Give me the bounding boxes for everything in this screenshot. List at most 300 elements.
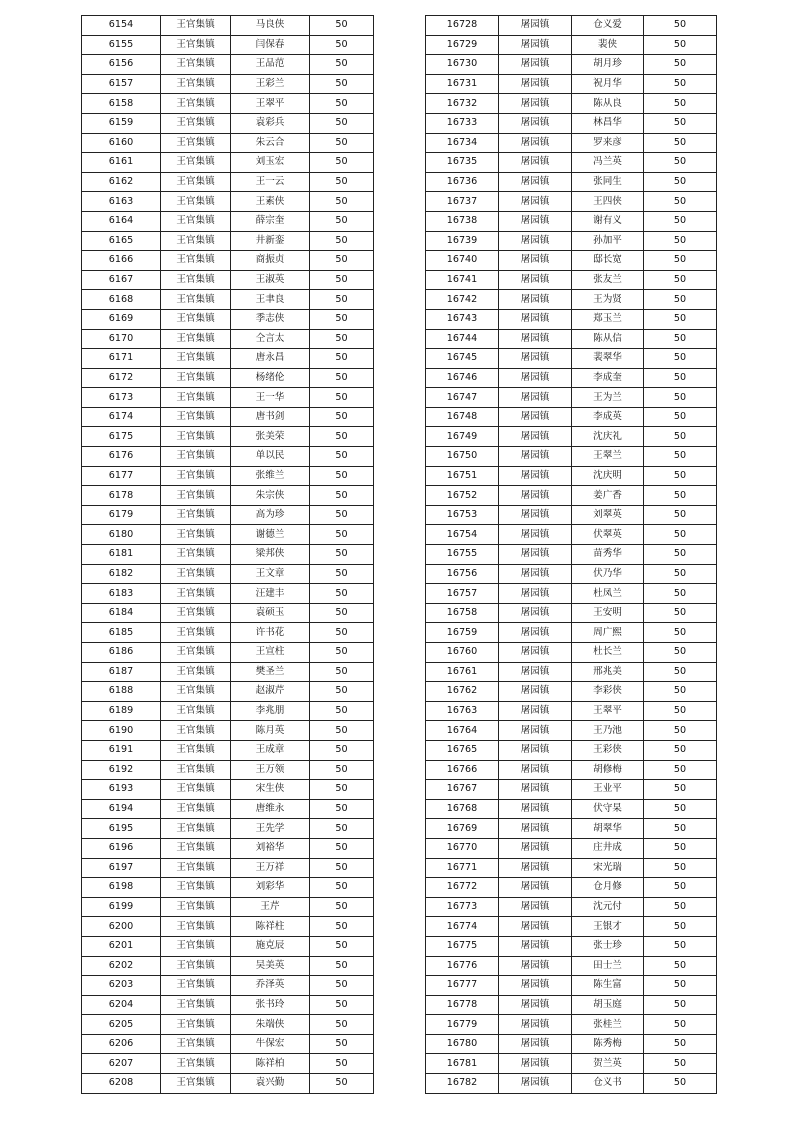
table-row [426, 1074, 717, 1094]
serial-number-cell: 6154 [82, 16, 161, 36]
amount-cell: 50 [310, 309, 374, 329]
town-cell: 屠园镇 [499, 917, 572, 937]
serial-number-cell: 16779 [426, 1015, 499, 1035]
amount-cell: 50 [644, 35, 717, 55]
town-cell: 王官集镇 [161, 94, 231, 114]
amount-cell: 50 [310, 466, 374, 486]
town-cell: 王官集镇 [161, 113, 231, 133]
table-row [426, 172, 717, 192]
town-cell: 王官集镇 [161, 133, 231, 153]
amount-cell: 50 [310, 564, 374, 584]
town-cell: 王官集镇 [161, 603, 231, 623]
table-row [82, 525, 374, 545]
serial-number-cell: 16737 [426, 192, 499, 212]
serial-number-cell: 6183 [82, 584, 161, 604]
table-row [82, 780, 374, 800]
amount-cell: 50 [644, 329, 717, 349]
town-cell: 王官集镇 [161, 819, 231, 839]
serial-number-cell: 6206 [82, 1034, 161, 1054]
name-cell: 许书花 [231, 623, 310, 643]
table-row [82, 1034, 374, 1054]
serial-number-cell: 6197 [82, 858, 161, 878]
name-cell: 王淑英 [231, 270, 310, 290]
town-cell: 屠园镇 [499, 564, 572, 584]
name-cell: 张友兰 [572, 270, 644, 290]
town-cell: 王官集镇 [161, 878, 231, 898]
table-row [426, 1015, 717, 1035]
amount-cell: 50 [310, 995, 374, 1015]
name-cell: 井新銮 [231, 231, 310, 251]
name-cell: 陈月英 [231, 721, 310, 741]
table-row [426, 74, 717, 94]
amount-cell: 50 [644, 643, 717, 663]
name-cell: 张维兰 [231, 466, 310, 486]
name-cell: 陈祥柱 [231, 917, 310, 937]
name-cell: 张桂兰 [572, 1015, 644, 1035]
serial-number-cell: 16750 [426, 447, 499, 467]
name-cell: 商振贞 [231, 251, 310, 271]
table-row [82, 211, 374, 231]
town-cell: 屠园镇 [499, 270, 572, 290]
name-cell: 袁硕玉 [231, 603, 310, 623]
amount-cell: 50 [644, 407, 717, 427]
serial-number-cell: 6179 [82, 505, 161, 525]
table-row [426, 878, 717, 898]
amount-cell: 50 [310, 447, 374, 467]
amount-cell: 50 [310, 525, 374, 545]
town-cell: 王官集镇 [161, 662, 231, 682]
name-cell: 陈从良 [572, 94, 644, 114]
name-cell: 王翠兰 [572, 447, 644, 467]
name-cell: 王万领 [231, 760, 310, 780]
serial-number-cell: 6169 [82, 309, 161, 329]
table-row [82, 192, 374, 212]
amount-cell: 50 [310, 936, 374, 956]
name-cell: 沈庆礼 [572, 427, 644, 447]
amount-cell: 50 [310, 35, 374, 55]
serial-number-cell: 16763 [426, 701, 499, 721]
table-row [82, 995, 374, 1015]
amount-cell: 50 [310, 1015, 374, 1035]
table-row [82, 1015, 374, 1035]
town-cell: 屠园镇 [499, 838, 572, 858]
table-row [426, 740, 717, 760]
serial-number-cell: 16743 [426, 309, 499, 329]
name-cell: 王先学 [231, 819, 310, 839]
town-cell: 王官集镇 [161, 525, 231, 545]
amount-cell: 50 [310, 251, 374, 271]
table-row [82, 35, 374, 55]
table-row [426, 447, 717, 467]
amount-cell: 50 [644, 192, 717, 212]
town-cell: 王官集镇 [161, 936, 231, 956]
name-cell: 刘玉宏 [231, 153, 310, 173]
name-cell: 吴美英 [231, 956, 310, 976]
name-cell: 王彩兰 [231, 74, 310, 94]
amount-cell: 50 [310, 427, 374, 447]
name-cell: 马良侠 [231, 16, 310, 36]
table-row [82, 956, 374, 976]
amount-cell: 50 [644, 1034, 717, 1054]
town-cell: 屠园镇 [499, 525, 572, 545]
serial-number-cell: 6208 [82, 1074, 161, 1094]
name-cell: 闫保春 [231, 35, 310, 55]
amount-cell: 50 [644, 701, 717, 721]
serial-number-cell: 16735 [426, 153, 499, 173]
table-row [82, 113, 374, 133]
table-row [82, 682, 374, 702]
town-cell: 屠园镇 [499, 309, 572, 329]
town-cell: 屠园镇 [499, 584, 572, 604]
table-row [82, 1074, 374, 1094]
serial-number-cell: 6167 [82, 270, 161, 290]
serial-number-cell: 6161 [82, 153, 161, 173]
serial-number-cell: 16773 [426, 897, 499, 917]
serial-number-cell: 16758 [426, 603, 499, 623]
name-cell: 王聿良 [231, 290, 310, 310]
table-row [82, 16, 374, 36]
amount-cell: 50 [644, 368, 717, 388]
table-row [82, 878, 374, 898]
amount-cell: 50 [310, 976, 374, 996]
amount-cell: 50 [644, 564, 717, 584]
town-cell: 王官集镇 [161, 780, 231, 800]
town-cell: 屠园镇 [499, 466, 572, 486]
serial-number-cell: 16748 [426, 407, 499, 427]
amount-cell: 50 [644, 682, 717, 702]
name-cell: 沈元付 [572, 897, 644, 917]
serial-number-cell: 6187 [82, 662, 161, 682]
serial-number-cell: 6174 [82, 407, 161, 427]
amount-cell: 50 [644, 113, 717, 133]
amount-cell: 50 [644, 1015, 717, 1035]
name-cell: 王翠平 [572, 701, 644, 721]
table-row [82, 309, 374, 329]
amount-cell: 50 [310, 153, 374, 173]
serial-number-cell: 16776 [426, 956, 499, 976]
name-cell: 施克辰 [231, 936, 310, 956]
serial-number-cell: 16745 [426, 349, 499, 369]
town-cell: 屠园镇 [499, 760, 572, 780]
amount-cell: 50 [644, 172, 717, 192]
serial-number-cell: 6200 [82, 917, 161, 937]
table-row [426, 270, 717, 290]
amount-cell: 50 [310, 94, 374, 114]
town-cell: 王官集镇 [161, 760, 231, 780]
table-row [82, 721, 374, 741]
name-cell: 王一华 [231, 388, 310, 408]
amount-cell: 50 [310, 231, 374, 251]
town-cell: 屠园镇 [499, 447, 572, 467]
amount-cell: 50 [310, 603, 374, 623]
town-cell: 王官集镇 [161, 1074, 231, 1094]
name-cell: 胡玉庭 [572, 995, 644, 1015]
amount-cell: 50 [644, 153, 717, 173]
name-cell: 陈秀梅 [572, 1034, 644, 1054]
town-cell: 屠园镇 [499, 819, 572, 839]
amount-cell: 50 [310, 1034, 374, 1054]
amount-cell: 50 [310, 721, 374, 741]
town-cell: 王官集镇 [161, 956, 231, 976]
table-row [82, 466, 374, 486]
name-cell: 赵淑芹 [231, 682, 310, 702]
name-cell: 刘翠英 [572, 505, 644, 525]
name-cell: 王宣柱 [231, 643, 310, 663]
name-cell: 伏乃华 [572, 564, 644, 584]
serial-number-cell: 16757 [426, 584, 499, 604]
right-table [425, 15, 717, 1094]
town-cell: 王官集镇 [161, 643, 231, 663]
serial-number-cell: 16759 [426, 623, 499, 643]
name-cell: 陈祥柏 [231, 1054, 310, 1074]
serial-number-cell: 6180 [82, 525, 161, 545]
table-row [82, 74, 374, 94]
table-row [426, 309, 717, 329]
town-cell: 屠园镇 [499, 1015, 572, 1035]
amount-cell: 50 [310, 388, 374, 408]
table-row [82, 897, 374, 917]
serial-number-cell: 6186 [82, 643, 161, 663]
amount-cell: 50 [644, 878, 717, 898]
name-cell: 王为兰 [572, 388, 644, 408]
town-cell: 王官集镇 [161, 976, 231, 996]
name-cell: 唐维永 [231, 799, 310, 819]
name-cell: 冯兰英 [572, 153, 644, 173]
amount-cell: 50 [310, 133, 374, 153]
serial-number-cell: 6196 [82, 838, 161, 858]
table-row [426, 466, 717, 486]
serial-number-cell: 6163 [82, 192, 161, 212]
table-row [82, 388, 374, 408]
town-cell: 王官集镇 [161, 153, 231, 173]
name-cell: 杜长兰 [572, 643, 644, 663]
table-row [426, 564, 717, 584]
town-cell: 屠园镇 [499, 1034, 572, 1054]
town-cell: 王官集镇 [161, 388, 231, 408]
serial-number-cell: 6162 [82, 172, 161, 192]
table-row [82, 623, 374, 643]
name-cell: 朱云合 [231, 133, 310, 153]
serial-number-cell: 6176 [82, 447, 161, 467]
amount-cell: 50 [644, 917, 717, 937]
table-row [82, 486, 374, 506]
name-cell: 王四侠 [572, 192, 644, 212]
table-row [426, 662, 717, 682]
serial-number-cell: 16778 [426, 995, 499, 1015]
name-cell: 胡翠华 [572, 819, 644, 839]
serial-number-cell: 16762 [426, 682, 499, 702]
table-row [426, 505, 717, 525]
town-cell: 王官集镇 [161, 701, 231, 721]
name-cell: 樊圣兰 [231, 662, 310, 682]
serial-number-cell: 16781 [426, 1054, 499, 1074]
town-cell: 屠园镇 [499, 1054, 572, 1074]
amount-cell: 50 [644, 231, 717, 251]
name-cell: 谢有义 [572, 211, 644, 231]
serial-number-cell: 6157 [82, 74, 161, 94]
name-cell: 邸长宽 [572, 251, 644, 271]
town-cell: 屠园镇 [499, 740, 572, 760]
amount-cell: 50 [644, 251, 717, 271]
serial-number-cell: 6156 [82, 55, 161, 75]
amount-cell: 50 [310, 1054, 374, 1074]
name-cell: 周广熙 [572, 623, 644, 643]
serial-number-cell: 6159 [82, 113, 161, 133]
table-row [426, 16, 717, 36]
table-row [426, 55, 717, 75]
name-cell: 梁邦侠 [231, 545, 310, 565]
amount-cell: 50 [310, 55, 374, 75]
town-cell: 王官集镇 [161, 682, 231, 702]
name-cell: 裴翠华 [572, 349, 644, 369]
town-cell: 王官集镇 [161, 74, 231, 94]
amount-cell: 50 [644, 133, 717, 153]
amount-cell: 50 [644, 290, 717, 310]
town-cell: 王官集镇 [161, 1015, 231, 1035]
serial-number-cell: 6192 [82, 760, 161, 780]
serial-number-cell: 6171 [82, 349, 161, 369]
name-cell: 陈从信 [572, 329, 644, 349]
amount-cell: 50 [644, 838, 717, 858]
table-row [426, 368, 717, 388]
town-cell: 王官集镇 [161, 211, 231, 231]
amount-cell: 50 [644, 936, 717, 956]
name-cell: 张士珍 [572, 936, 644, 956]
table-row [426, 799, 717, 819]
name-cell: 邢兆美 [572, 662, 644, 682]
name-cell: 罗来彦 [572, 133, 644, 153]
town-cell: 屠园镇 [499, 133, 572, 153]
town-cell: 屠园镇 [499, 545, 572, 565]
table-row [82, 290, 374, 310]
serial-number-cell: 16769 [426, 819, 499, 839]
serial-number-cell: 16742 [426, 290, 499, 310]
amount-cell: 50 [310, 799, 374, 819]
amount-cell: 50 [644, 525, 717, 545]
amount-cell: 50 [644, 309, 717, 329]
name-cell: 袁兴勤 [231, 1074, 310, 1094]
town-cell: 屠园镇 [499, 94, 572, 114]
town-cell: 屠园镇 [499, 16, 572, 36]
town-cell: 王官集镇 [161, 172, 231, 192]
table-row [426, 251, 717, 271]
name-cell: 郑玉兰 [572, 309, 644, 329]
amount-cell: 50 [644, 897, 717, 917]
serial-number-cell: 6205 [82, 1015, 161, 1035]
amount-cell: 50 [644, 466, 717, 486]
table-row [426, 427, 717, 447]
table-row [426, 584, 717, 604]
serial-number-cell: 6172 [82, 368, 161, 388]
name-cell: 贺兰英 [572, 1054, 644, 1074]
amount-cell: 50 [644, 388, 717, 408]
amount-cell: 50 [310, 917, 374, 937]
table-row [82, 662, 374, 682]
name-cell: 乔泽英 [231, 976, 310, 996]
name-cell: 李成英 [572, 407, 644, 427]
table-row [426, 486, 717, 506]
town-cell: 屠园镇 [499, 35, 572, 55]
name-cell: 伏守杲 [572, 799, 644, 819]
serial-number-cell: 6181 [82, 545, 161, 565]
table-row [82, 349, 374, 369]
table-row [82, 858, 374, 878]
amount-cell: 50 [310, 956, 374, 976]
serial-number-cell: 16765 [426, 740, 499, 760]
serial-number-cell: 6191 [82, 740, 161, 760]
town-cell: 屠园镇 [499, 486, 572, 506]
serial-number-cell: 6166 [82, 251, 161, 271]
town-cell: 王官集镇 [161, 564, 231, 584]
serial-number-cell: 6203 [82, 976, 161, 996]
table-row [426, 819, 717, 839]
table-row [82, 505, 374, 525]
town-cell: 王官集镇 [161, 721, 231, 741]
amount-cell: 50 [310, 838, 374, 858]
town-cell: 屠园镇 [499, 1074, 572, 1094]
name-cell: 王文章 [231, 564, 310, 584]
name-cell: 祝月华 [572, 74, 644, 94]
town-cell: 屠园镇 [499, 427, 572, 447]
town-cell: 屠园镇 [499, 897, 572, 917]
amount-cell: 50 [310, 192, 374, 212]
name-cell: 季志侠 [231, 309, 310, 329]
name-cell: 田士兰 [572, 956, 644, 976]
town-cell: 王官集镇 [161, 545, 231, 565]
amount-cell: 50 [310, 172, 374, 192]
table-row [426, 1054, 717, 1074]
town-cell: 屠园镇 [499, 368, 572, 388]
table-row [82, 584, 374, 604]
table-row [426, 525, 717, 545]
name-cell: 伏翠英 [572, 525, 644, 545]
amount-cell: 50 [310, 623, 374, 643]
amount-cell: 50 [644, 447, 717, 467]
table-row [82, 231, 374, 251]
town-cell: 王官集镇 [161, 623, 231, 643]
serial-number-cell: 16782 [426, 1074, 499, 1094]
serial-number-cell: 16729 [426, 35, 499, 55]
amount-cell: 50 [644, 623, 717, 643]
town-cell: 屠园镇 [499, 407, 572, 427]
serial-number-cell: 16764 [426, 721, 499, 741]
name-cell: 王业平 [572, 780, 644, 800]
serial-number-cell: 6165 [82, 231, 161, 251]
town-cell: 屠园镇 [499, 936, 572, 956]
name-cell: 仓月修 [572, 878, 644, 898]
town-cell: 王官集镇 [161, 584, 231, 604]
town-cell: 王官集镇 [161, 35, 231, 55]
town-cell: 屠园镇 [499, 682, 572, 702]
table-row [426, 1034, 717, 1054]
amount-cell: 50 [310, 368, 374, 388]
amount-cell: 50 [310, 16, 374, 36]
town-cell: 屠园镇 [499, 329, 572, 349]
amount-cell: 50 [310, 545, 374, 565]
serial-number-cell: 6204 [82, 995, 161, 1015]
name-cell: 张同生 [572, 172, 644, 192]
name-cell: 王彩侠 [572, 740, 644, 760]
table-row [82, 701, 374, 721]
town-cell: 王官集镇 [161, 897, 231, 917]
town-cell: 屠园镇 [499, 74, 572, 94]
name-cell: 王银才 [572, 917, 644, 937]
table-row [426, 35, 717, 55]
amount-cell: 50 [644, 584, 717, 604]
serial-number-cell: 16744 [426, 329, 499, 349]
table-row [426, 329, 717, 349]
amount-cell: 50 [644, 956, 717, 976]
